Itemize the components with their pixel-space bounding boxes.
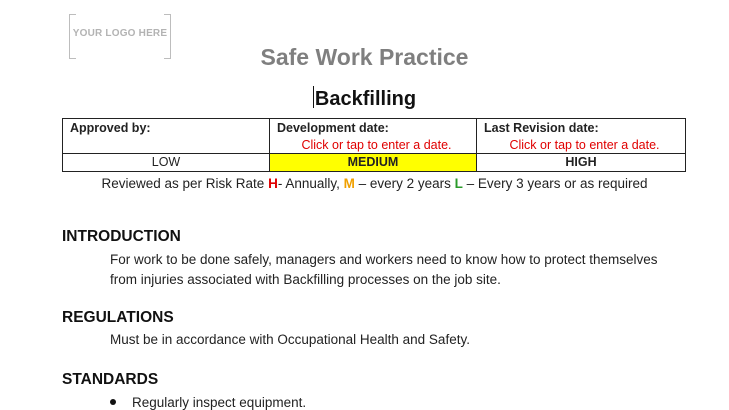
approved-by-label: Approved by: bbox=[70, 121, 151, 135]
bullet-text: Regularly inspect equipment. bbox=[132, 395, 307, 410]
development-date-picker[interactable]: Click or tap to enter a date. bbox=[301, 138, 452, 152]
risk-m-letter: M bbox=[343, 176, 355, 191]
revision-date-cell bbox=[477, 119, 686, 154]
logo-text: YOUR LOGO HERE bbox=[72, 28, 168, 39]
development-date-cell bbox=[270, 119, 477, 154]
development-date-label: Development date: bbox=[277, 121, 389, 135]
document-subtitle[interactable] bbox=[0, 86, 729, 111]
introduction-heading: INTRODUCTION bbox=[62, 228, 181, 245]
info-table bbox=[62, 118, 686, 172]
bullet-dot-icon bbox=[110, 399, 116, 405]
risk-h-text: - Annually, bbox=[277, 176, 344, 191]
risk-l-letter: L bbox=[454, 176, 463, 191]
standards-heading: STANDARDS bbox=[62, 371, 159, 388]
risk-m-text: – every 2 years bbox=[354, 176, 455, 191]
text-cursor bbox=[313, 86, 314, 108]
risk-high-cell[interactable]: HIGH bbox=[477, 154, 686, 172]
revision-date-picker[interactable]: Click or tap to enter a date. bbox=[509, 138, 660, 152]
regulations-text: Must be in accordance with Occupational Health and Safety. bbox=[110, 332, 470, 347]
risk-rate-row bbox=[63, 154, 686, 172]
risk-low-cell[interactable]: LOW bbox=[63, 154, 270, 172]
info-header-row bbox=[63, 119, 686, 154]
document-title: Safe Work Practice bbox=[260, 44, 469, 70]
revision-date-label: Last Revision date: bbox=[484, 121, 599, 135]
risk-medium-cell[interactable]: MEDIUM bbox=[270, 154, 477, 172]
approved-by-cell[interactable] bbox=[63, 119, 270, 154]
subtitle-text: Backfilling bbox=[314, 88, 417, 110]
risk-l-text: – Every 3 years or as required bbox=[462, 176, 648, 191]
introduction-text: For work to be done safely, managers and workers need to know how to protect themselves from injuries associated with Backfilling processes on the job site. bbox=[110, 252, 658, 287]
review-frequency-note bbox=[0, 176, 729, 191]
reviewed-prefix: Reviewed as per Risk Rate bbox=[101, 176, 269, 191]
risk-h-letter: H bbox=[268, 176, 278, 191]
regulations-heading: REGULATIONS bbox=[62, 309, 174, 326]
